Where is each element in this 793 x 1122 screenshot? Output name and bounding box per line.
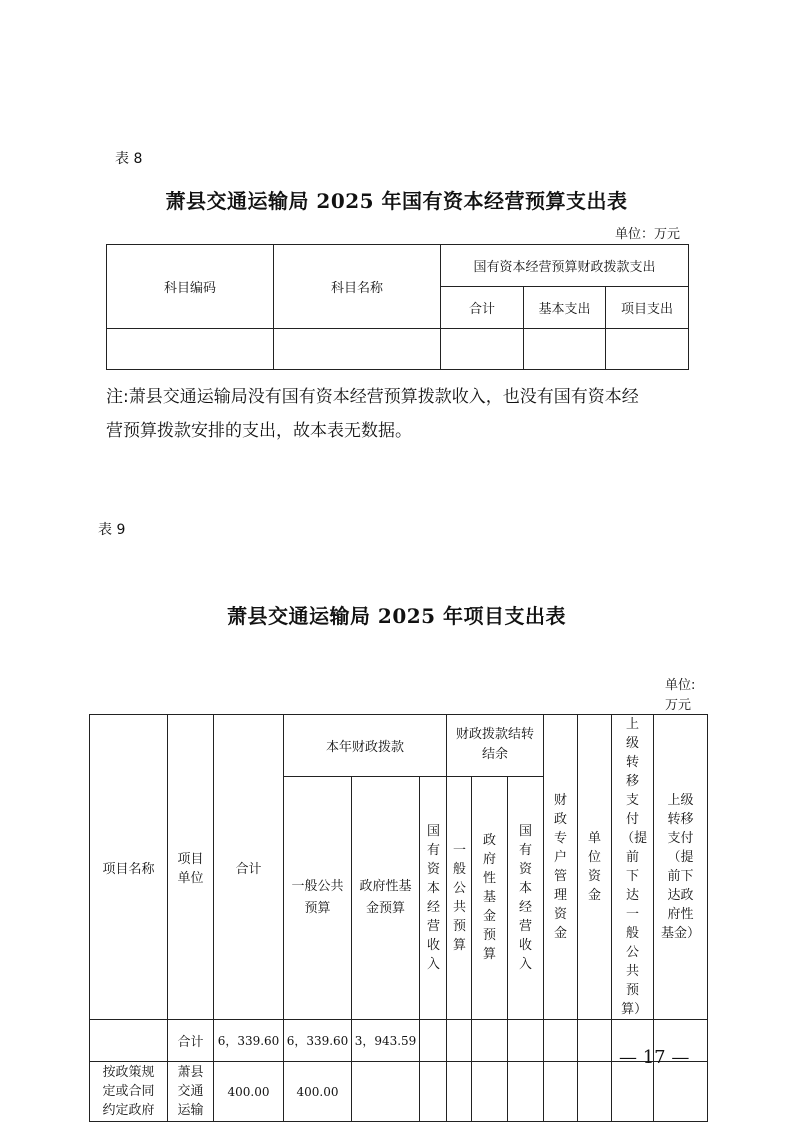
header-project-name: 项目名称 (90, 715, 168, 1020)
header-carryover-gov-fund: 政府性基金预算 (472, 776, 508, 1019)
table8-title: 萧县交通运输局 2025 年国有资本经营预算支出表 (165, 189, 628, 213)
empty-cell (420, 1020, 447, 1062)
header-special-account-fund: 财政专户管理资金 (544, 715, 578, 1020)
header-transfer-general-budget: 上级转移支付（提前下达一般公共预算） (612, 715, 654, 1020)
empty-cell (524, 329, 606, 370)
note-line: 营预算拨款安排的支出，故本表无数据。 (106, 421, 412, 441)
header-transfer-gov-fund: 上级 转移 支付 （提 前下 达政 府性 基金） (654, 715, 708, 1020)
header-gov-fund-budget: 政府性基 金预算 (352, 776, 420, 1019)
header-unit-fund: 单位资金 (578, 715, 612, 1020)
empty-cell (578, 1020, 612, 1062)
row-total: 400.00 (214, 1062, 284, 1122)
table-row (90, 1020, 708, 1062)
header-subject-code: 科目编码 (107, 245, 274, 329)
table-row (107, 329, 689, 370)
row-general-budget: 400.00 (284, 1062, 352, 1122)
empty-cell (544, 1020, 578, 1062)
empty-cell (472, 1062, 508, 1122)
header-project-expenditure: 项目支出 (606, 287, 689, 329)
table8 (106, 244, 689, 370)
table9-unit: 单位: 万元 (665, 678, 696, 713)
empty-cell (612, 1062, 654, 1122)
header-state-capital-income: 国有资本经营收入 (420, 776, 447, 1019)
table8-unit: 单位：万元 (614, 227, 680, 242)
row-general-budget: 6，339.60 (284, 1020, 352, 1062)
table9 (89, 714, 708, 1122)
empty-cell (447, 1020, 472, 1062)
header-basic-expenditure: 基本支出 (524, 287, 606, 329)
empty-cell (606, 329, 689, 370)
row-project-name: 按政策规 定或合同 约定政府 (90, 1062, 168, 1122)
empty-cell (420, 1062, 447, 1122)
empty-cell (544, 1062, 578, 1122)
header-current-appropriation: 本年财政拨款 (284, 715, 447, 777)
row-gov-fund-budget (352, 1062, 420, 1122)
header-subject-name: 科目名称 (274, 245, 441, 329)
header-total: 合计 (214, 715, 284, 1020)
header-carryover: 财政拨款结转 结余 (447, 715, 544, 777)
table-row (90, 1062, 708, 1122)
empty-cell (508, 1020, 544, 1062)
header-carryover-state-capital: 国有资本经营收入 (508, 776, 544, 1019)
empty-cell (441, 329, 524, 370)
table9-title: 萧县交通运输局 2025 年项目支出表 (226, 604, 567, 628)
row-project-unit: 合计 (168, 1020, 214, 1062)
page-number: — 17 — (619, 1047, 690, 1068)
empty-cell (472, 1020, 508, 1062)
header-general-budget: 一般公共 预算 (284, 776, 352, 1019)
header-project-unit: 项目 单位 (168, 715, 214, 1020)
table8-label: 表 8 (115, 151, 143, 167)
empty-cell (578, 1062, 612, 1122)
header-carryover-general-budget: 一般公共预算 (447, 776, 472, 1019)
table9-label: 表 9 (98, 522, 126, 538)
note-line: 注:萧县交通运输局没有国有资本经营预算拨款收入，也没有国有资本经 (106, 387, 639, 407)
empty-cell (508, 1062, 544, 1122)
header-total: 合计 (441, 287, 524, 329)
empty-cell (654, 1062, 708, 1122)
table8-note (106, 380, 706, 448)
empty-cell (447, 1062, 472, 1122)
row-project-name (90, 1020, 168, 1062)
empty-cell (274, 329, 441, 370)
header-state-capital-expenditure: 国有资本经营预算财政拨款支出 (441, 245, 689, 287)
row-gov-fund-budget: 3，943.59 (352, 1020, 420, 1062)
row-total: 6，339.60 (214, 1020, 284, 1062)
empty-cell (107, 329, 274, 370)
row-project-unit: 萧县 交通 运输 (168, 1062, 214, 1122)
